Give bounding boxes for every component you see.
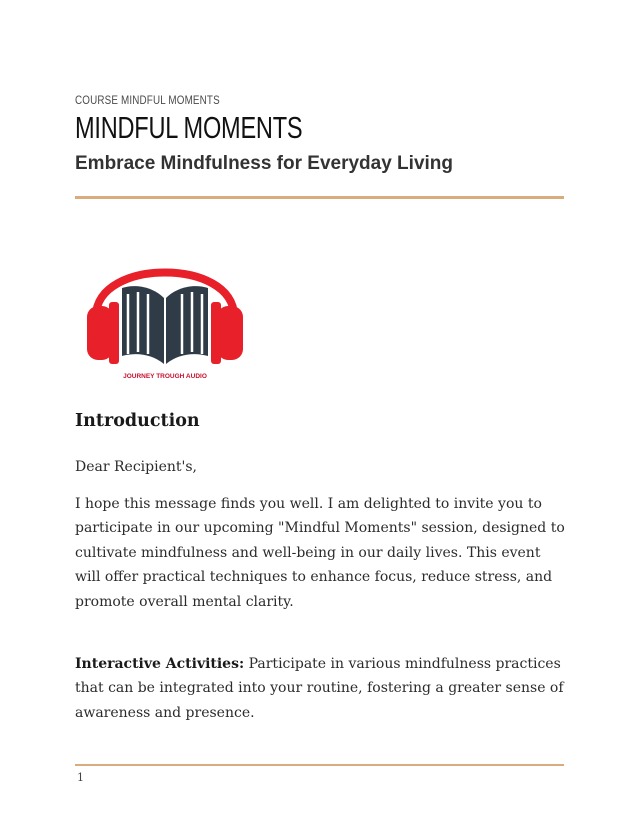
- headphones-book-logo: [82, 228, 248, 386]
- footer-divider: [75, 764, 564, 766]
- page-number: 1: [77, 771, 84, 784]
- activities-paragraph: [75, 652, 565, 725]
- course-kicker: COURSE MINDFUL MOMENTS: [75, 93, 220, 107]
- book-icon: [122, 286, 208, 364]
- page-title: MINDFUL MOMENTS: [75, 110, 303, 145]
- salutation: Dear Recipient's,: [75, 459, 197, 475]
- intro-paragraph: I hope this message finds you well. I am delighted to invite you to participate in our upcoming "Mindful Moments" session, designed to cultivate mindfulness and well-being in our daily lives. This event will offer practical techniques to enhance focus, reduce stress, and promote overall mental clarity.: [75, 496, 565, 610]
- logo-caption: JOURNEY TROUGH AUDIO: [123, 373, 207, 380]
- activities-label: Interactive Activities:: [75, 656, 245, 672]
- section-heading: Introduction: [75, 411, 200, 431]
- header-divider: [75, 196, 564, 199]
- activities-text: Participate in various mindfulness practices that can be integrated into your routine, fostering a greater sense of awareness and presence.: [75, 656, 564, 721]
- page-subtitle: Embrace Mindfulness for Everyday Living: [75, 153, 453, 174]
